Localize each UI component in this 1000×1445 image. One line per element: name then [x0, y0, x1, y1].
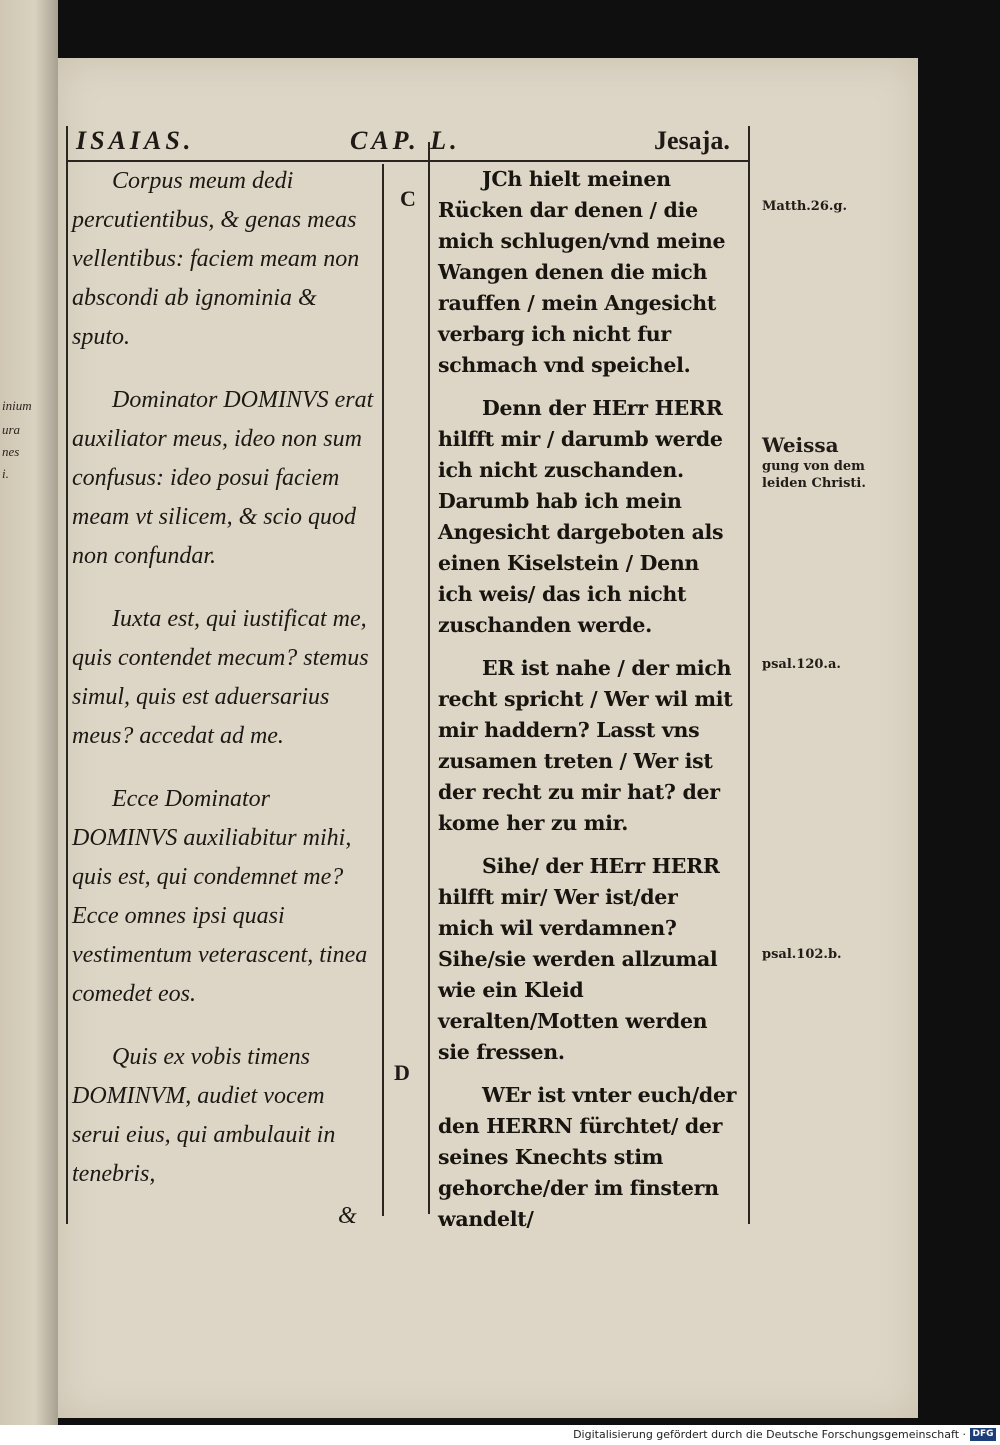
latin-verse-10: Quis ex vobis timens DOMINVM, audiet vocem serui eius, qui ambulauit in tenebris,: [72, 1044, 336, 1187]
running-head-left: ISAIAS.: [76, 126, 195, 155]
section-marker-d: D: [394, 1060, 410, 1085]
german-verse-6: JCh hielt meinen Rücken dar denen / die mich schlugen/vnd meine Wangen denen die mich rauffen / mein Angesicht verbarg ich nicht fur schmach vnd speichel.: [438, 167, 726, 377]
latin-verse-9: Ecce Dominator DOMINVS auxiliabitur mihi, quis est, qui condemnet me? Ecce omnes ipsi quasi vestimentum veterascent, tinea comedet eos.: [72, 786, 368, 1007]
german-verse-9: Sihe/ der HErr HERR hilfft mir/ Wer ist/der mich wil verdamnen? Sihe/sie werden allzumal wie ein Kleid veralten/Motten werden sie fressen.: [438, 854, 720, 1064]
dfg-logo: DFG: [970, 1428, 996, 1441]
footer-text: Digitalisierung gefördert durch die Deutsche Forschungsgemeinschaft ·: [573, 1428, 966, 1441]
marginal-note-matthew: Matth.26.g.: [762, 199, 848, 214]
german-column: [438, 164, 740, 1247]
latin-verse-8: Iuxta est, qui iustificat me, quis contendet mecum? stemus simul, quis est aduersarius meus? accedat ad me.: [72, 606, 369, 749]
running-head-center: CAP. L.: [350, 126, 461, 155]
margin-fragment: ura: [2, 422, 21, 437]
running-head-right: Jesaja.: [654, 126, 730, 155]
marginal-note-psalm-102: psal.102.b.: [762, 947, 842, 962]
column-divider-left: [382, 164, 384, 1216]
margin-fragment: i.: [2, 466, 9, 481]
catchword: &: [338, 1203, 357, 1229]
marginal-note-prophecy-text: gung von dem leiden Christi.: [762, 459, 866, 491]
left-border-rule: [66, 126, 68, 1224]
german-verse-10: WEr ist vnter euch/der den HERRN fürchtet/ der seines Knechts stim gehorche/der im finstern wandelt/: [438, 1083, 737, 1231]
german-verse-7: Denn der HErr HERR hilfft mir / darumb werde ich nicht zuschanden. Darumb hab ich mein Angesicht dargeboten als einen Kiselstein / Denn ich weis/ das ich nicht zuschanden werde.: [438, 396, 724, 637]
margin-rule: [748, 126, 750, 1224]
german-verse-8: ER ist nahe / der mich recht spricht / Wer wil mit mir haddern? Lasst vns zusamen treten / Wer ist der recht zu mir hat? der kome her zu mir.: [438, 656, 733, 835]
adjacent-page-strip: [0, 0, 58, 1425]
margin-fragment: inium: [2, 398, 32, 413]
latin-column: [72, 162, 378, 1218]
latin-verse-6: Corpus meum dedi percutientibus, & genas meas vellentibus: faciem meam non abscondi ab ignominia & sputo.: [72, 168, 360, 350]
margin-fragment: nes: [2, 444, 20, 459]
digitization-footer: [0, 1425, 1000, 1445]
section-marker-c: C: [400, 186, 416, 211]
marginal-note-psalm-120: psal.120.a.: [762, 657, 841, 672]
column-divider-right: [428, 142, 430, 1214]
marginal-note-prophecy: [762, 432, 872, 492]
latin-verse-7: Dominator DOMINVS erat auxiliator meus, ideo non sum confusus: ideo posui faciem meam vt silicem, & scio quod non confundar.: [72, 387, 374, 569]
marginal-note-prophecy-title: Weissa: [762, 433, 839, 457]
